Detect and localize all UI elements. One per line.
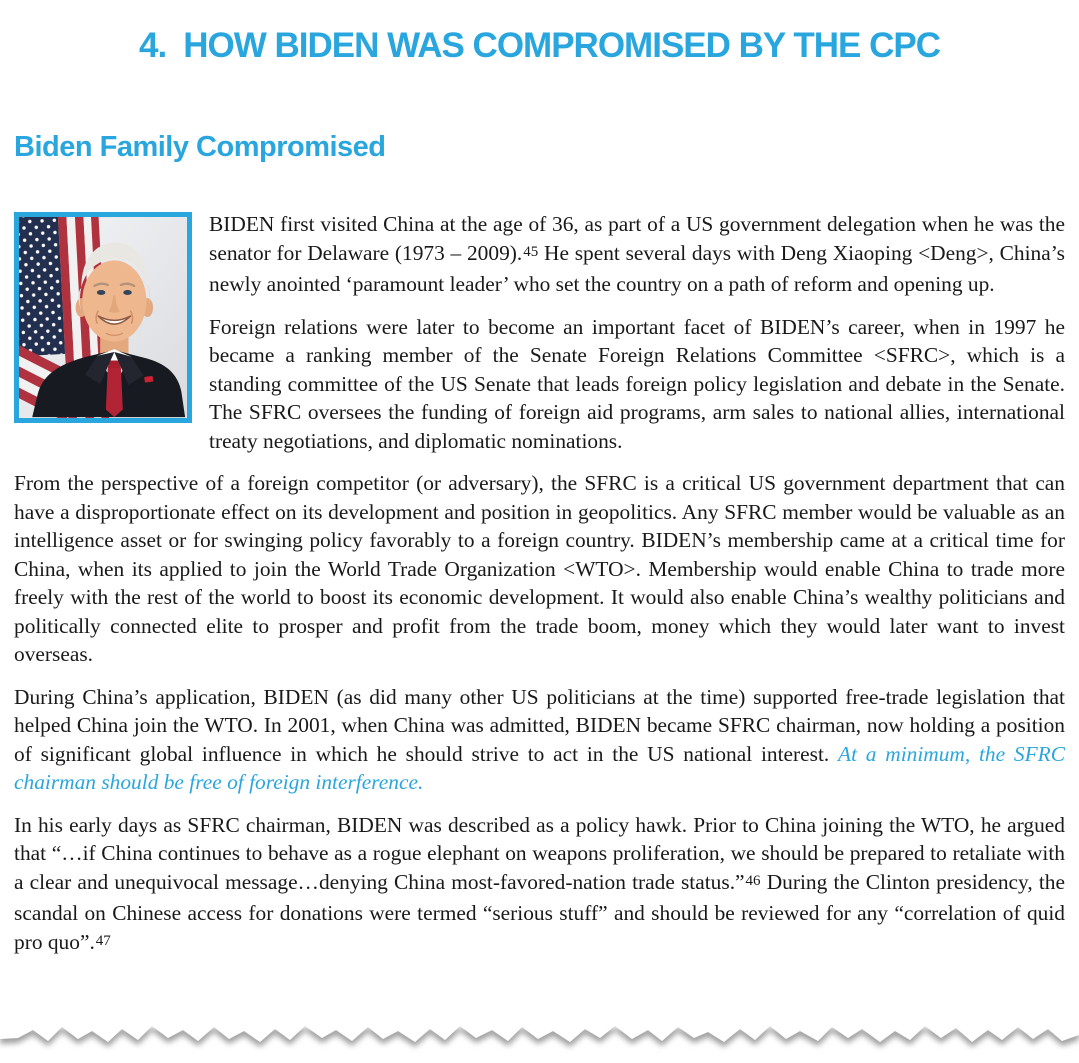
accent-sentence: At a minimum, the SFRC chairman should be free of foreign interference. <box>14 741 1065 794</box>
text-run: Foreign relations were later to become an important facet of BIDEN’s career, when in 1997 he became a ranking member of the Senate Foreign Relations Committee <SFRC>, which is a standing committee of the US Senate that leads foreign policy legislation and debate in the Senate. The SFRC oversees the funding of foreign aid programs, arm sales to national allies, international treaty negotiations, and diplomatic nominations. <box>209 314 1065 453</box>
footnote-ref: 47 <box>95 932 111 949</box>
biden-portrait-photo <box>19 217 187 418</box>
paragraph <box>14 469 1065 669</box>
text-run: From the perspective of a foreign competitor (or adversary), the SFRC is a critical US government department that can have a disproportionate effect on its development and position in geopolitics. Any SFRC member would be valuable as an intelligence asset or for swinging policy favorably to a foreign country. BIDEN’s membership came at a critical time for China, when its applied to join the World Trade Organization <WTO>. Membership would enable China to trade more freely with the rest of the world to boost its economic development. It would also enable China’s wealthy politicians and politically connected elite to prosper and profit from the trade boom, money which they would later want to invest overseas. <box>14 471 1065 666</box>
page <box>0 26 1079 959</box>
text-run: He spent several days with Deng Xiaoping <Deng>, China’s newly anointed ‘paramount leader’ who set the country on a path of reform and opening up. <box>209 240 1065 296</box>
section-number: 4. <box>139 26 167 65</box>
footnote-ref: 46 <box>745 872 761 889</box>
article-body <box>14 210 1065 959</box>
biden-photo <box>14 212 192 423</box>
page-title: HOW BIDEN WAS COMPROMISED BY THE CPC <box>183 26 940 65</box>
footnote-ref: 45 <box>523 243 539 260</box>
main-heading <box>14 26 1065 66</box>
text-run: During China’s application, BIDEN (as did many other US politicians at the time) supported free-trade legislation that helped China join the WTO. In 2001, when China was admitted, BIDEN became SFRC chairman, now holding a position of significant global influence in which he should strive to act in the US national interest. <box>14 684 1065 766</box>
text-run: In his early days as SFRC chairman, BIDEN was described as a policy hawk. Prior to China joining the WTO, he argued that “…if China continues to behave as a rogue elephant on weapons proliferation, we should be prepared to retaliate with a clear and unequivocal message…denying China most-favored-nation trade status.” <box>14 812 1065 894</box>
subheading: Biden Family Compromised <box>14 131 386 163</box>
paragraph <box>14 811 1065 960</box>
text-run: During the Clinton presidency, the scandal on Chinese access for donations were termed “serious stuff” and should be reviewed for any “correlation of quid pro quo”. <box>14 869 1065 954</box>
text-run: BIDEN first visited China at the age of 36, as part of a US government delegation when he was the senator for Delaware (1973 – 2009). <box>209 212 1065 265</box>
torn-edge-decoration <box>0 1023 1079 1063</box>
paragraph <box>14 683 1065 797</box>
